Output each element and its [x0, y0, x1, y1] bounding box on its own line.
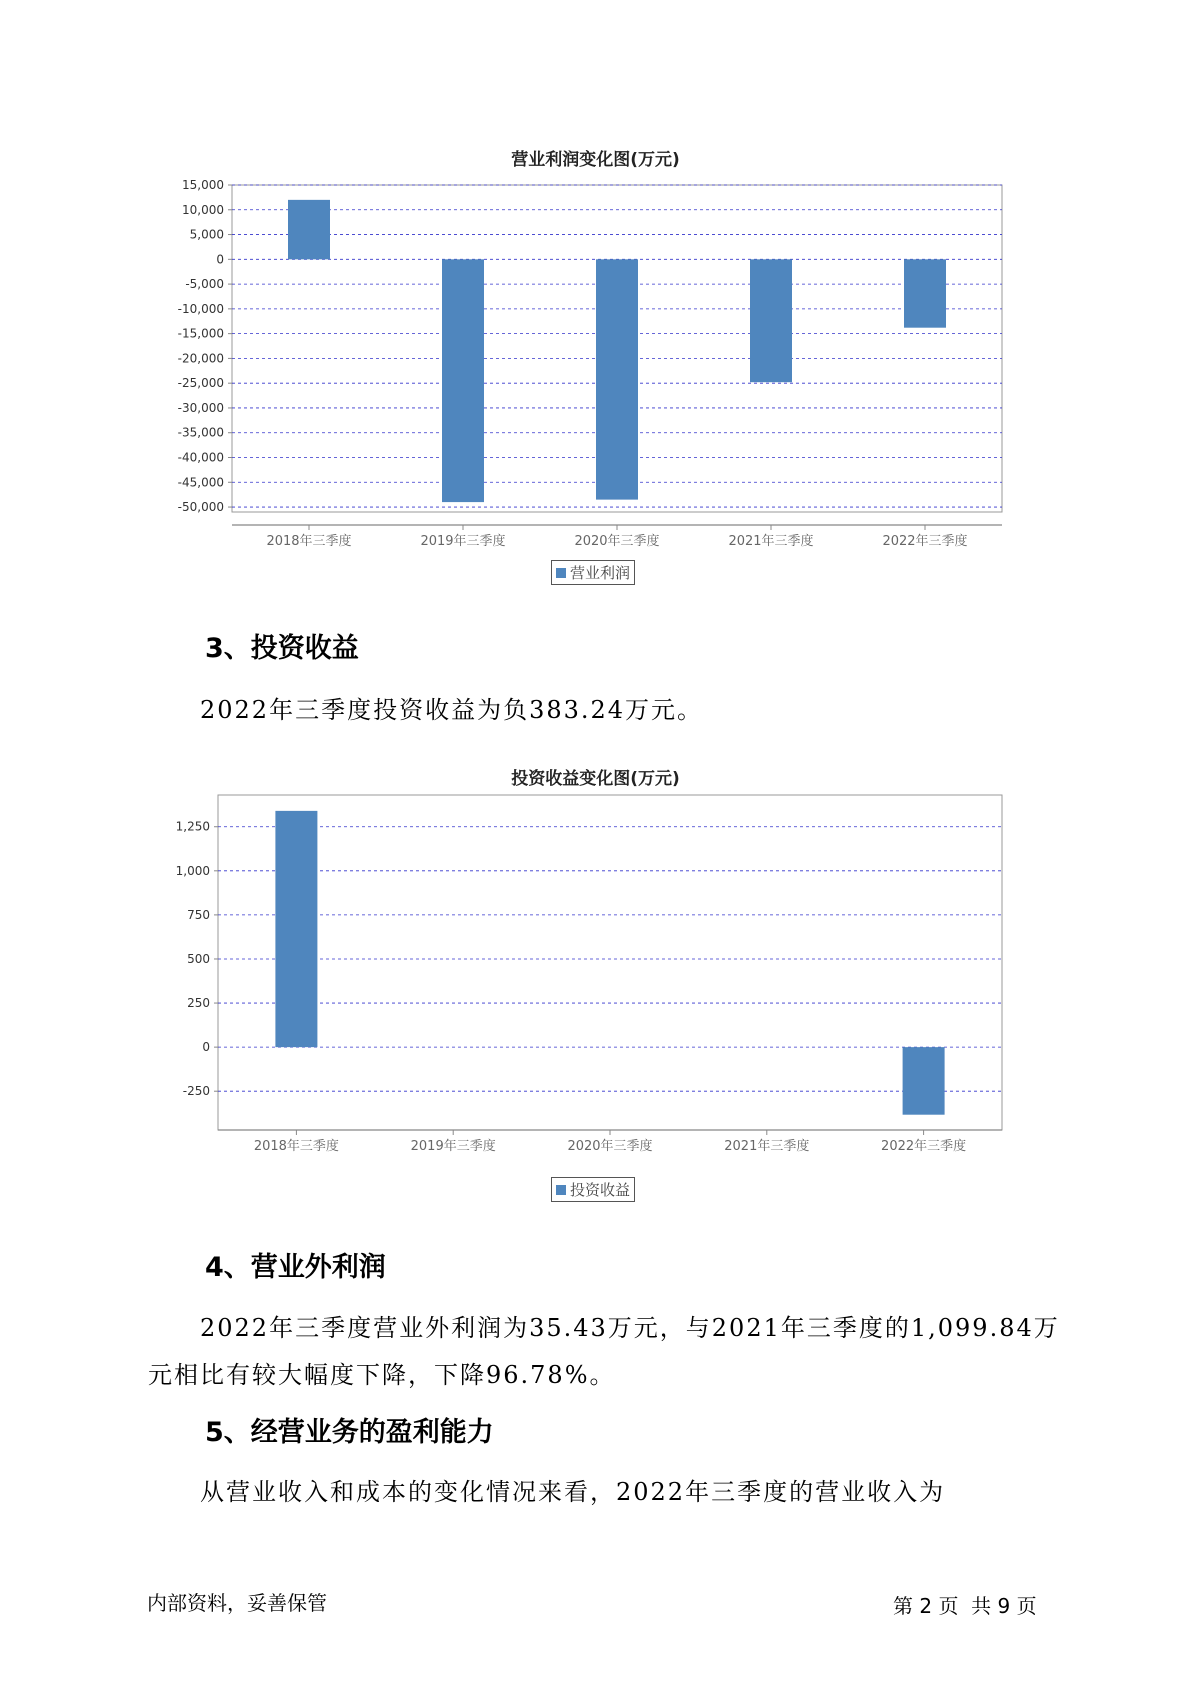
x-tick-label: 2019年三季度 [410, 1139, 496, 1154]
y-tick-label: 750 [187, 907, 210, 922]
y-tick-label: 0 [216, 252, 224, 267]
y-tick-label: 15,000 [182, 178, 224, 192]
y-tick-label: 500 [187, 951, 210, 966]
y-tick-label: 0 [202, 1040, 210, 1055]
x-tick-label: 2020年三季度 [567, 1139, 653, 1154]
section5-heading: 5、经营业务的盈利能力 [205, 1417, 494, 1448]
legend-swatch-icon [556, 1185, 566, 1195]
section5-text: 从营业收入和成本的变化情况来看，2022年三季度的营业收入为 [200, 1478, 946, 1506]
section3-text: 2022年三季度投资收益为负383.24万元。 [200, 696, 704, 724]
bar-2018年三季度 [288, 200, 330, 259]
y-tick-label: -40,000 [177, 450, 224, 465]
y-tick-label: 250 [187, 996, 210, 1011]
y-tick-label: -25,000 [177, 376, 224, 391]
y-tick-label: -45,000 [177, 475, 224, 490]
y-tick-label: -20,000 [177, 351, 224, 366]
y-tick-label: 1,000 [175, 863, 210, 878]
bar-2022年三季度 [903, 1047, 945, 1115]
y-tick-label: 10,000 [182, 202, 224, 217]
section4-heading: 4、营业外利润 [205, 1252, 386, 1283]
chart2-legend-label: 投资收益 [570, 1181, 631, 1199]
y-tick-label: 1,250 [175, 819, 210, 834]
y-tick-label: -35,000 [177, 425, 224, 440]
chart2-legend [551, 1177, 635, 1202]
x-tick-label: 2021年三季度 [728, 534, 814, 549]
x-tick-label: 2020年三季度 [574, 534, 660, 549]
plot-area [218, 795, 1002, 1130]
bar-2022年三季度 [904, 259, 946, 327]
section3-heading: 3、投资收益 [205, 633, 359, 664]
chart1-title: 营业利润变化图(万元) [511, 150, 680, 170]
x-tick-label: 2021年三季度 [724, 1139, 810, 1154]
x-tick-label: 2022年三季度 [881, 1139, 967, 1154]
y-tick-label: 5,000 [189, 227, 224, 242]
y-tick-label: -250 [182, 1084, 210, 1099]
section4-text-line1: 2022年三季度营业外利润为35.43万元，与2021年三季度的1,099.84万 [200, 1314, 1060, 1342]
chart2-investment-income [0, 790, 1191, 1160]
y-tick-label: -5,000 [185, 277, 224, 292]
x-tick-label: 2018年三季度 [253, 1139, 339, 1154]
footer-left: 内部资料，妥善保管 [147, 1591, 327, 1615]
y-tick-label: -50,000 [177, 500, 224, 515]
x-tick-label: 2019年三季度 [420, 534, 506, 549]
y-tick-label: -30,000 [177, 400, 224, 415]
footer-page-number: 第 2 页 共 9 页 [893, 1594, 1037, 1618]
chart1-legend [551, 560, 635, 585]
bar-2019年三季度 [442, 259, 484, 502]
x-tick-label: 2018年三季度 [266, 534, 352, 549]
bar-2021年三季度 [750, 259, 792, 382]
y-tick-label: -15,000 [177, 326, 224, 341]
section4-text-line2: 元相比有较大幅度下降，下降96.78%。 [148, 1361, 616, 1389]
chart2-title: 投资收益变化图(万元) [511, 769, 680, 789]
chart1-operating-profit [0, 170, 1191, 549]
y-tick-label: -10,000 [177, 301, 224, 316]
chart1-legend-label: 营业利润 [570, 564, 631, 582]
bar-2020年三季度 [596, 259, 638, 499]
legend-swatch-icon [556, 568, 566, 578]
x-tick-label: 2022年三季度 [882, 534, 968, 549]
bar-2018年三季度 [275, 811, 317, 1047]
